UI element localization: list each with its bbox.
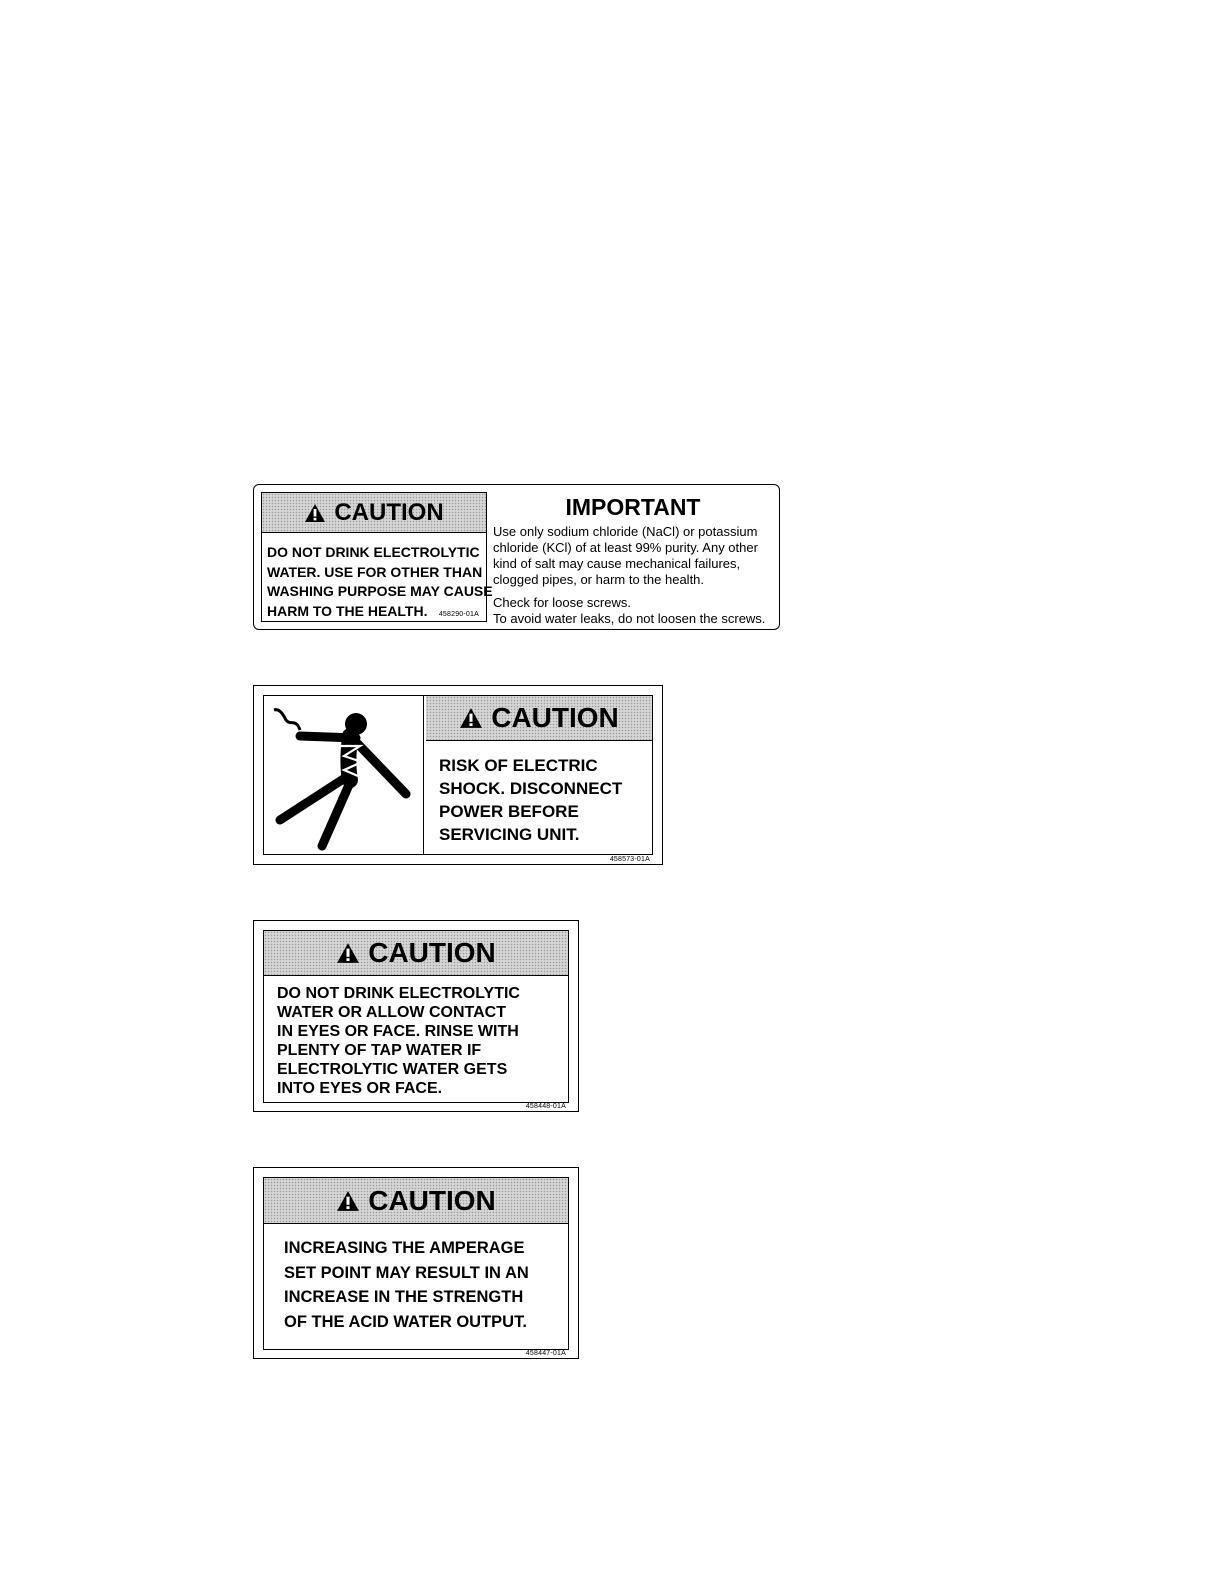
- caution-title: CAUTION: [368, 1184, 496, 1216]
- part-number: 458448-01A: [525, 1103, 566, 1110]
- caution-header: [264, 931, 568, 976]
- caution-text-line: SERVICING UNIT.: [439, 825, 580, 844]
- important-text-line: kind of salt may cause mechanical failures,: [493, 556, 741, 571]
- caution-text-line: DO NOT DRINK ELECTROLYTIC: [277, 985, 520, 1002]
- inner-frame: [263, 930, 569, 1103]
- caution-title: CAUTION: [334, 498, 444, 526]
- caution-text-line: ELECTROLYTIC WATER GETS: [277, 1061, 508, 1078]
- caution-text-line: WATER. USE FOR OTHER THAN: [267, 563, 483, 580]
- warning-triangle-icon: [336, 1190, 360, 1212]
- electric-shock-icon: [264, 696, 422, 853]
- important-title: IMPORTANT: [565, 494, 701, 520]
- caution-text-line: IN EYES OR FACE. RINSE WITH: [277, 1023, 519, 1040]
- warning-triangle-icon: [459, 707, 483, 729]
- caution-important-label: [253, 484, 780, 630]
- caution-text-line: INCREASING THE AMPERAGE: [284, 1239, 525, 1257]
- warning-triangle-icon: [304, 503, 326, 523]
- warning-triangle-icon: [336, 942, 360, 964]
- caution-title: CAUTION: [491, 702, 619, 733]
- caution-text-line: WASHING PURPOSE MAY CAUSE: [267, 583, 493, 599]
- part-number: 458290-01A: [438, 611, 479, 618]
- important-text-line: clogged pipes, or harm to the health.: [493, 572, 705, 587]
- electric-shock-label: [253, 685, 663, 865]
- check-text-line: Check for loose screws.: [493, 595, 631, 610]
- caution-panel: [261, 492, 493, 622]
- caution-header: [426, 696, 652, 741]
- important-text-line: chloride (KCl) of at least 99% purity. Any other: [493, 540, 758, 555]
- check-text-line: To avoid water leaks, do not loosen the screws.: [493, 611, 766, 626]
- caution-text-line: SET POINT MAY RESULT IN AN: [284, 1263, 529, 1282]
- important-text-line: Use only sodium chloride (NaCl) or potassium: [493, 524, 758, 539]
- caution-text-line: INTO EYES OR FACE.: [277, 1080, 443, 1097]
- caution-text-line: POWER BEFORE: [439, 802, 579, 821]
- inner-frame: [263, 695, 653, 855]
- important-panel: [492, 492, 774, 626]
- inner-frame: [263, 1177, 569, 1350]
- caution-text-line: RISK OF ELECTRIC: [439, 756, 598, 775]
- caution-title: CAUTION: [368, 937, 496, 968]
- caution-text-line: HARM TO THE HEALTH.: [267, 602, 428, 619]
- caution-text-line: SHOCK. DISCONNECT: [439, 779, 623, 798]
- caution-header: [262, 493, 486, 533]
- caution-text-line: DO NOT DRINK ELECTROLYTIC: [267, 544, 480, 560]
- caution-header: [264, 1178, 568, 1224]
- part-number: 458447-01A: [525, 1350, 566, 1357]
- part-number: 458573-01A: [609, 856, 650, 863]
- amperage-label: [253, 1167, 579, 1359]
- electrolytic-water-label: [253, 920, 579, 1112]
- caution-text-line: PLENTY OF TAP WATER IF: [277, 1042, 482, 1059]
- caution-text-line: WATER OR ALLOW CONTACT: [277, 1004, 506, 1021]
- caution-text-line: INCREASE IN THE STRENGTH: [284, 1288, 524, 1306]
- pictogram-panel: [264, 696, 424, 854]
- caution-text-line: OF THE ACID WATER OUTPUT.: [284, 1312, 527, 1331]
